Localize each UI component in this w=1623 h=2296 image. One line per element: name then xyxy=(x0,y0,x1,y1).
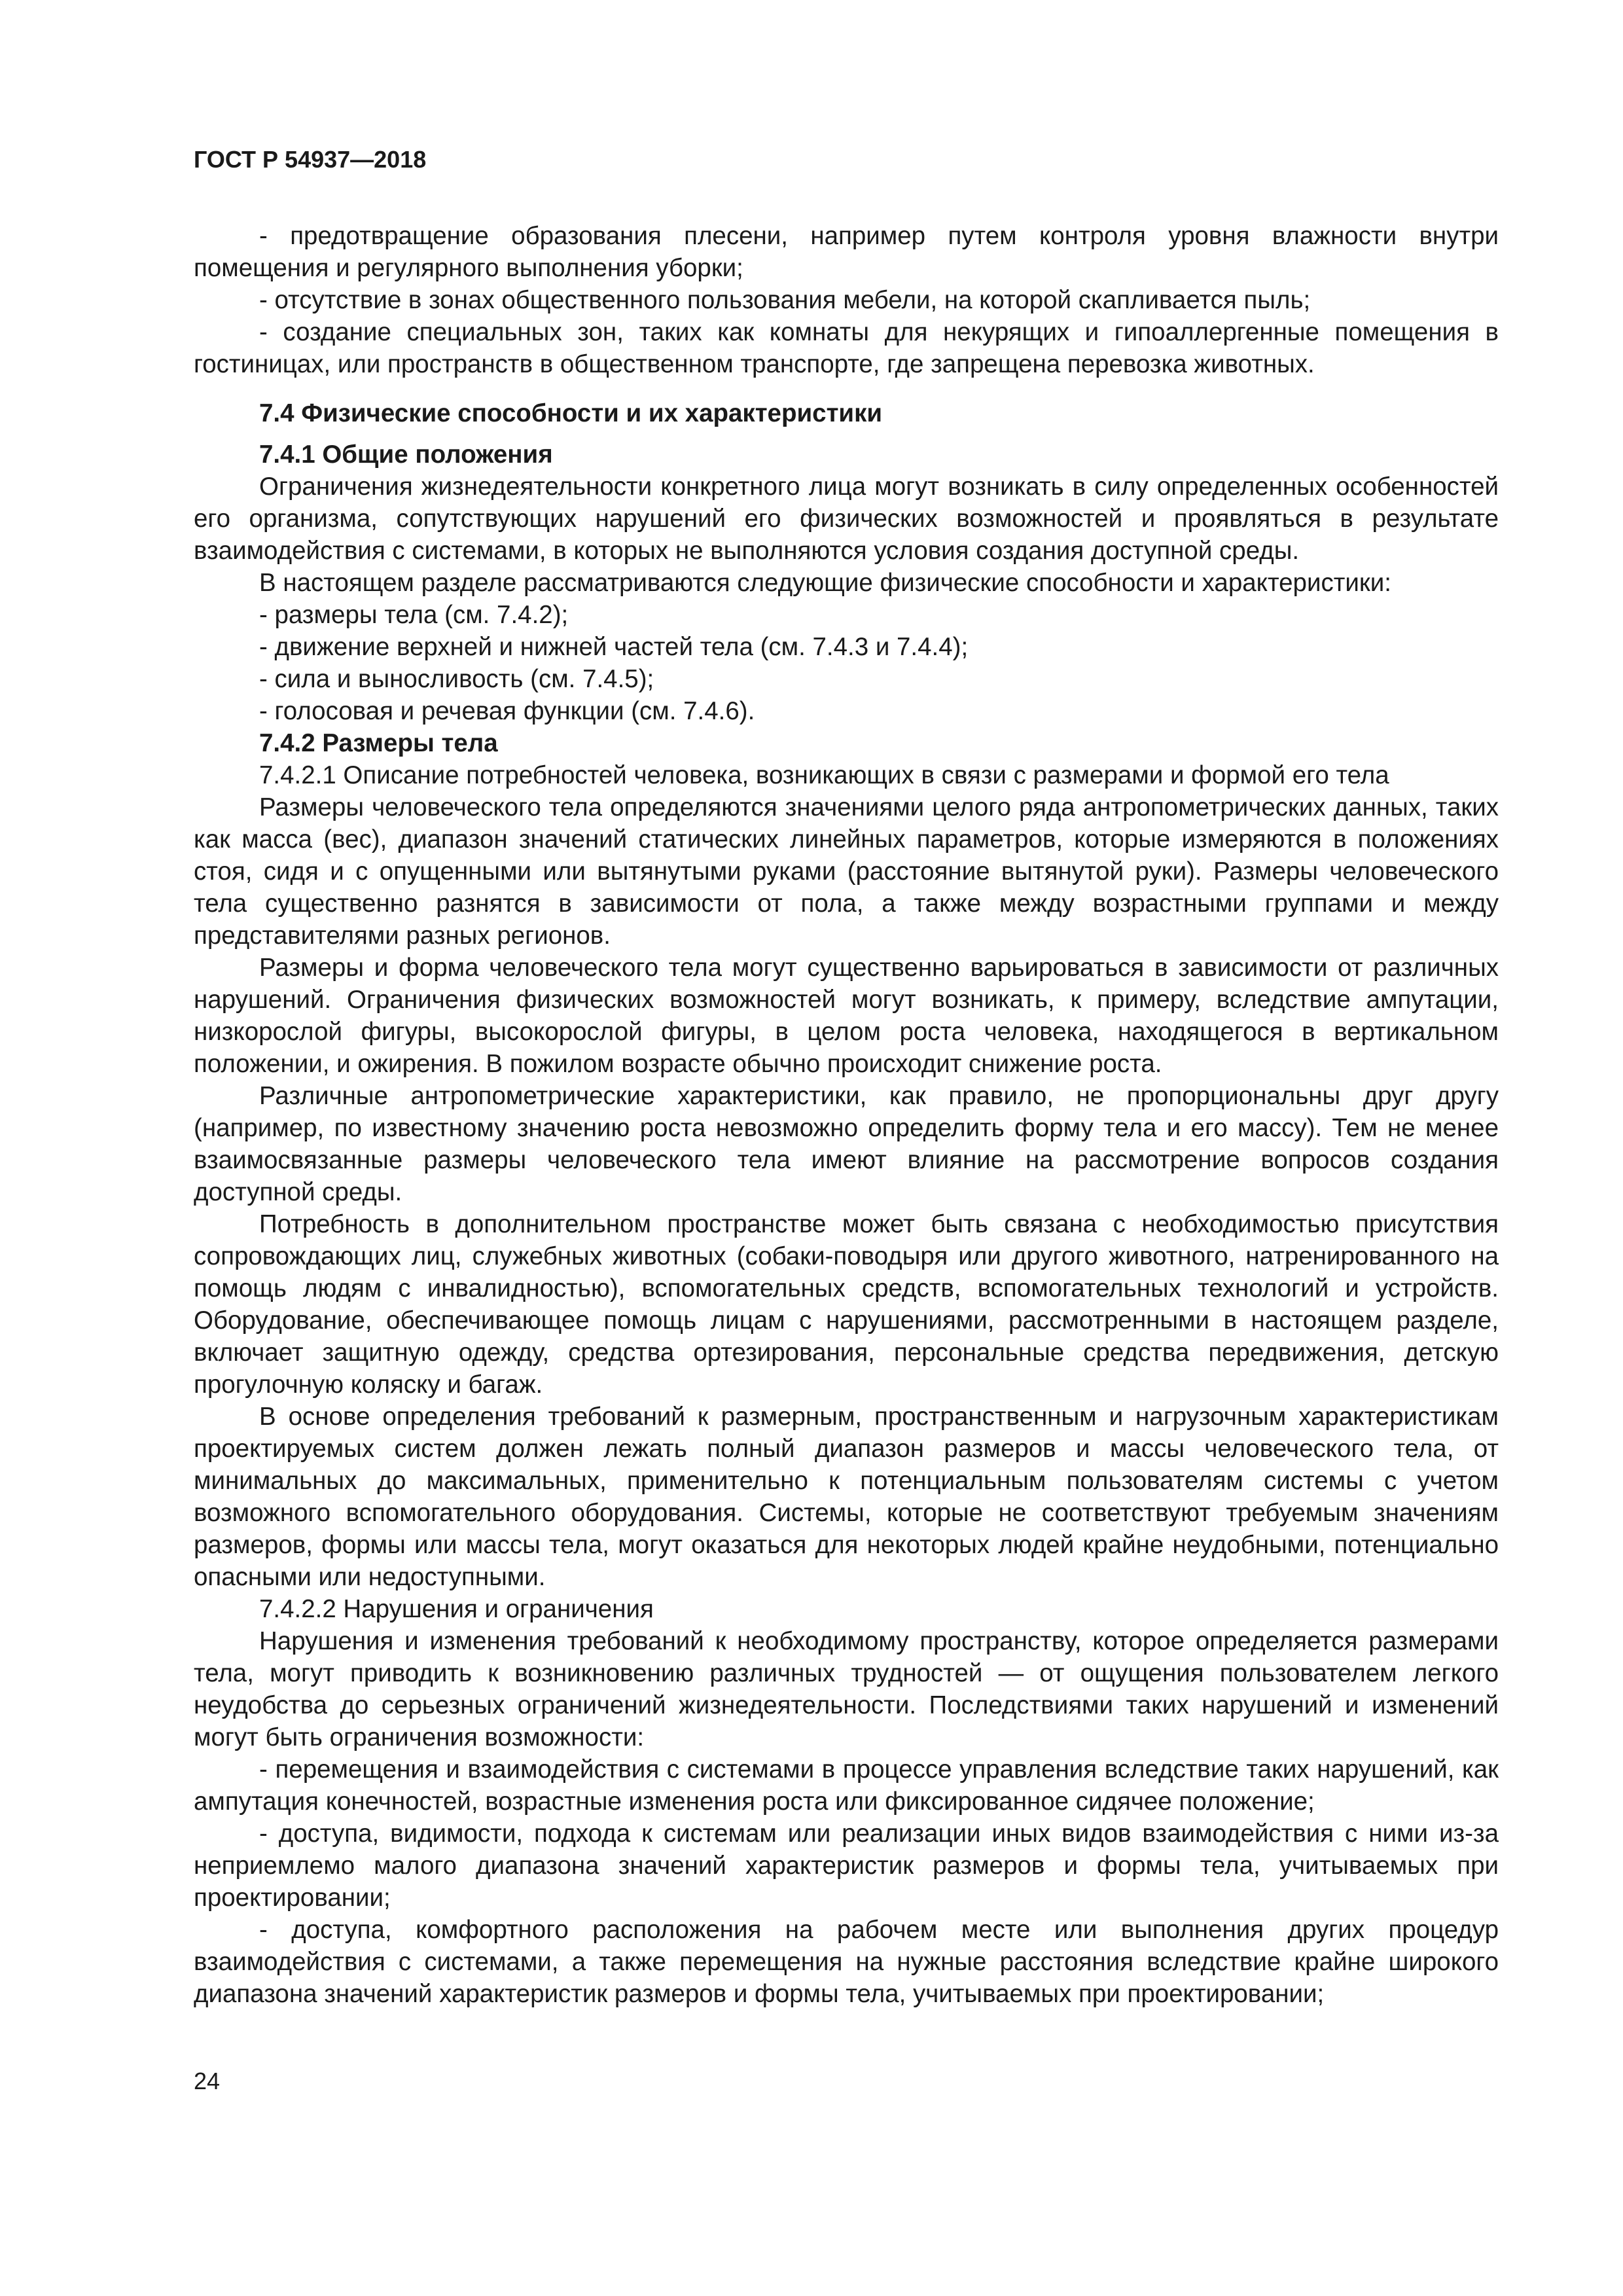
section-heading: 7.4 Физические способности и их характеристики xyxy=(259,399,883,427)
paragraph: - отсутствие в зонах общественного пользования мебели, на которой скапливается пыль; xyxy=(259,286,1311,314)
paragraph: Ограничения жизнедеятельности конкретного лица могут возникать в силу определенных особенностей его организма, сопутствующих нарушений его физических возможностей и проявляться в результате взаимодействия с системами, в которых не выполняются условия создания доступной среды. xyxy=(194,473,1499,565)
list-item: - доступа, видимости, подхода к системам или реализации иных видов взаимодействия с ними из-за неприемлемо малого диапазона значений характеристик размеров и формы тела, учитываемых при проектировании; xyxy=(194,1820,1499,1912)
document-header: ГОСТ Р 54937—2018 xyxy=(194,146,427,173)
document-body xyxy=(194,220,1499,2010)
list-item: - голосовая и речевая функции (см. 7.4.6). xyxy=(259,697,755,725)
paragraph: В основе определения требований к размерным, пространственным и нагрузочным характеристикам проектируемых систем должен лежать полный диапазон размеров и массы человеческого тела, от минимальных до максимальных, применительно к потенциальным пользователям системы с учетом возможного вспомогательного оборудования. Системы, которые не соответствуют требуемым значениям размеров, формы или массы тела, могут оказаться для некоторых людей крайне неудобными, потенциально опасными или недоступными. xyxy=(194,1403,1499,1591)
clause-title: 7.4.2.1 Описание потребностей человека, возникающих в связи с размерами и формой его тела xyxy=(259,761,1389,789)
document-page xyxy=(194,145,1499,2010)
page-number: 24 xyxy=(194,2068,221,2094)
paragraph: Нарушения и изменения требований к необходимому пространству, которое определяется размерами тела, могут приводить к возникновению различных трудностей — от ощущения пользователем легкого неудобства до серьезных ограничений жизнедеятельности. Последствиями таких нарушений и изменений могут быть ограничения возможности: xyxy=(194,1627,1499,1751)
list-item: - движение верхней и нижней частей тела (см. 7.4.3 и 7.4.4); xyxy=(259,633,969,661)
list-item: - размеры тела (см. 7.4.2); xyxy=(259,601,569,629)
paragraph: Размеры человеческого тела определяются значениями целого ряда антропометрических данных, таких как масса (вес), диапазон значений статических линейных параметров, которые измеряются в положениях стоя, сидя и с опущенными или вытянутыми руками (расстояние вытянутой руки). Размеры человеческого тела существенно разнятся в зависимости от пола, а также между возрастными группами и между представителями разных регионов. xyxy=(194,793,1499,950)
list-item: - перемещения и взаимодействия с системами в процессе управления вследствие таких нарушений, как ампутация конечностей, возрастные изменения роста или фиксированное сидячее положение; xyxy=(194,1755,1499,1816)
clause-title: 7.4.2.2 Нарушения и ограничения xyxy=(259,1595,654,1623)
paragraph: В настоящем разделе рассматриваются следующие физические способности и характеристики: xyxy=(259,569,1391,597)
subsection-heading: 7.4.2 Размеры тела xyxy=(259,729,498,757)
list-item: - сила и выносливость (см. 7.4.5); xyxy=(259,665,654,693)
paragraph: - предотвращение образования плесени, например путем контроля уровня влажности внутри помещения и регулярного выполнения уборки; xyxy=(194,222,1499,282)
paragraph: Потребность в дополнительном пространстве может быть связана с необходимостью присутствия сопровождающих лиц, служебных животных (собаки-поводыря или другого животного, натренированного на помощь людям с инвалидностью), вспомогательных средств, вспомогательных технологий и устройств. Оборудование, обеспечивающее помощь лицам с нарушениями, рассмотренными в настоящем разделе, включает защитную одежду, средства ортезирования, персональные средства передвижения, детскую прогулочную коляску и багаж. xyxy=(194,1210,1499,1399)
list-item: - доступа, комфортного расположения на рабочем месте или выполнения других процедур взаимодействия с системами, а также перемещения на нужные расстояния вследствие крайне широкого диапазона значений характеристик размеров и формы тела, учитываемых при проектировании; xyxy=(194,1916,1499,2008)
paragraph: Размеры и форма человеческого тела могут существенно варьироваться в зависимости от различных нарушений. Ограничения физических возможностей могут возникать, к примеру, вследствие ампутации, низкорослой фигуры, высокорослой фигуры, в целом роста человека, находящегося в вертикальном положении, и ожирения. В пожилом возрасте обычно происходит снижение роста. xyxy=(194,954,1499,1078)
paragraph: - создание специальных зон, таких как комнаты для некурящих и гипоаллергенные помещения в гостиницах, или пространств в общественном транспорте, где запрещена перевозка животных. xyxy=(194,318,1499,378)
subsection-heading: 7.4.1 Общие положения xyxy=(259,440,553,469)
paragraph: Различные антропометрические характеристики, как правило, не пропорциональны друг другу (например, по известному значению роста невозможно определить форму тела и его массу). Тем не менее взаимосвязанные размеры человеческого тела имеют влияние на рассмотрение вопросов создания доступной среды. xyxy=(194,1082,1499,1206)
